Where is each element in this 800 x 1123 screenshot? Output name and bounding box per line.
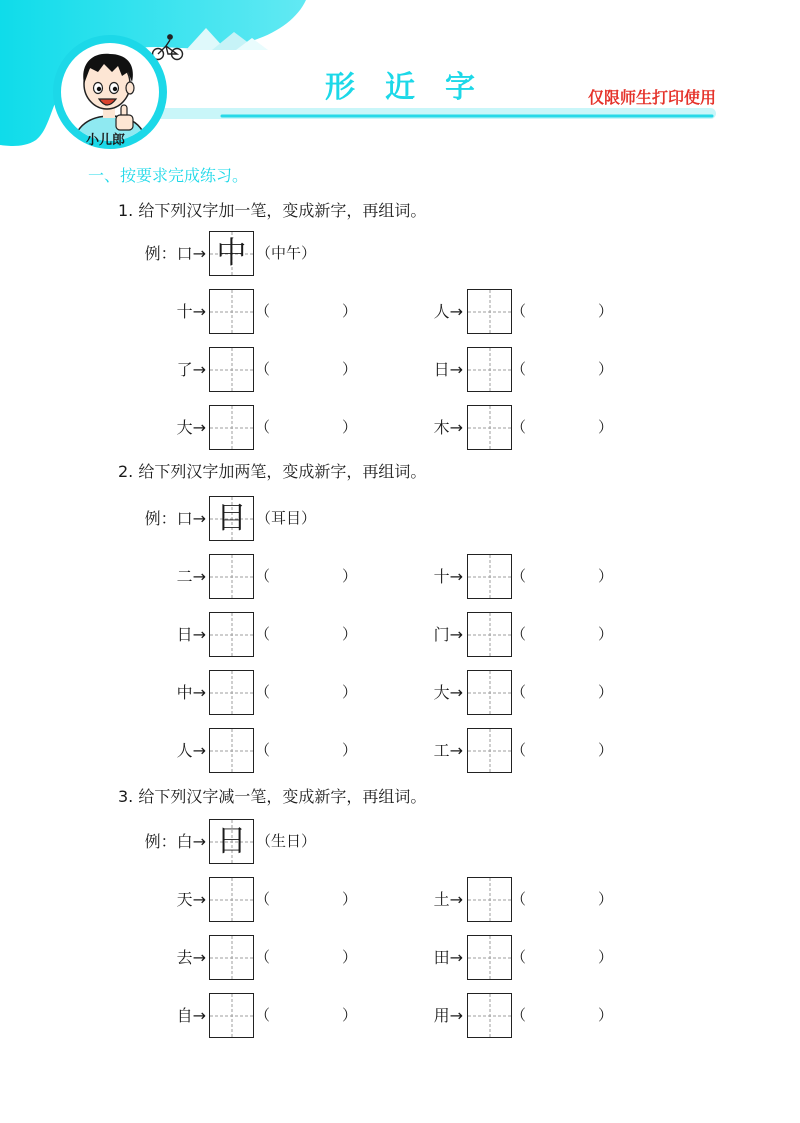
paren-open: （: [511, 741, 527, 759]
paren-close: ）: [342, 625, 358, 643]
paren-close: ）: [598, 625, 614, 643]
row-label-left: 了→: [176, 360, 206, 379]
paren-open: （: [255, 418, 271, 436]
title-underline-bar: [150, 108, 716, 119]
box-guide-horizontal: [468, 957, 511, 958]
row-label-right: 用→: [433, 1006, 463, 1025]
page-title: 形近字: [325, 70, 505, 105]
paren-open: （: [255, 625, 271, 643]
paren-close: ）: [342, 567, 358, 585]
paren-open: （: [255, 890, 271, 908]
paren-open: （: [511, 360, 527, 378]
example-answer: 日: [216, 823, 247, 859]
section-heading: 一、按要求完成练习。: [88, 166, 249, 185]
row-label-right: 大→: [433, 683, 463, 702]
mascot-label: 小儿郎: [86, 133, 126, 148]
row-label-right: 人→: [433, 302, 463, 321]
writing-box-left: [209, 554, 254, 599]
writing-box-left: [209, 993, 254, 1038]
box-guide-horizontal: [210, 311, 253, 312]
box-guide-horizontal: [210, 692, 253, 693]
box-guide-horizontal: [210, 427, 253, 428]
writing-box-left: [209, 670, 254, 715]
row-label-right: 土→: [433, 890, 463, 909]
paren-close: ）: [342, 1006, 358, 1024]
paren-open: （: [511, 890, 527, 908]
row-label-left: 大→: [176, 418, 206, 437]
paren-close: ）: [598, 890, 614, 908]
paren-open: （: [511, 302, 527, 320]
box-guide-horizontal: [468, 750, 511, 751]
box-guide-horizontal: [468, 634, 511, 635]
writing-box-right: [467, 612, 512, 657]
exercise-prompt: 2. 给下列汉字加两笔，变成新字，再组词。: [118, 462, 427, 481]
writing-box-left: [209, 347, 254, 392]
paren-open: （: [511, 683, 527, 701]
paren-open: （: [511, 567, 527, 585]
box-guide-horizontal: [210, 750, 253, 751]
paren-open: （: [255, 360, 271, 378]
paren-open: （: [511, 418, 527, 436]
row-label-left: 十→: [176, 302, 206, 321]
box-guide-horizontal: [468, 692, 511, 693]
row-label-right: 十→: [433, 567, 463, 586]
writing-box-left: [209, 612, 254, 657]
example-box: [209, 231, 254, 276]
paren-open: （: [511, 948, 527, 966]
row-label-left: 二→: [176, 567, 206, 586]
writing-box-right: [467, 347, 512, 392]
writing-box-left: [209, 405, 254, 450]
box-guide-horizontal: [210, 634, 253, 635]
writing-box-right: [467, 877, 512, 922]
example-answer: 目: [216, 500, 247, 536]
writing-box-left: [209, 289, 254, 334]
paren-open: （: [255, 567, 271, 585]
row-label-right: 工→: [433, 741, 463, 760]
row-label-left: 日→: [176, 625, 206, 644]
example-word: （生日）: [256, 832, 317, 850]
paren-open: （: [255, 302, 271, 320]
row-label-left: 人→: [176, 741, 206, 760]
row-label-left: 中→: [176, 683, 206, 702]
writing-box-right: [467, 670, 512, 715]
box-guide-horizontal: [468, 576, 511, 577]
paren-close: ）: [598, 741, 614, 759]
paren-close: ）: [598, 418, 614, 436]
box-guide-horizontal: [468, 427, 511, 428]
row-label-right: 木→: [433, 418, 463, 437]
paren-close: ）: [598, 948, 614, 966]
paren-open: （: [511, 625, 527, 643]
paren-open: （: [255, 1006, 271, 1024]
writing-box-right: [467, 935, 512, 980]
paren-close: ）: [342, 418, 358, 436]
box-guide-horizontal: [210, 1015, 253, 1016]
paren-open: （: [511, 1006, 527, 1024]
paren-close: ）: [342, 683, 358, 701]
paren-open: （: [255, 741, 271, 759]
box-guide-horizontal: [468, 369, 511, 370]
writing-box-left: [209, 935, 254, 980]
paren-close: ）: [342, 890, 358, 908]
writing-box-left: [209, 728, 254, 773]
row-label-right: 田→: [433, 948, 463, 967]
print-notice: 仅限师生打印使用: [588, 88, 717, 107]
box-guide-horizontal: [468, 311, 511, 312]
example-box: [209, 496, 254, 541]
example-label: 例：口→: [144, 244, 206, 263]
box-guide-horizontal: [210, 957, 253, 958]
box-guide-horizontal: [468, 899, 511, 900]
paren-close: ）: [342, 948, 358, 966]
paren-open: （: [255, 948, 271, 966]
writing-box-right: [467, 728, 512, 773]
example-word: （耳目）: [256, 509, 317, 527]
row-label-left: 自→: [176, 1006, 206, 1025]
exercise-prompt: 3. 给下列汉字减一笔，变成新字，再组词。: [118, 787, 427, 806]
row-label-left: 天→: [176, 890, 206, 909]
writing-box-left: [209, 877, 254, 922]
paren-close: ）: [598, 1006, 614, 1024]
example-word: （中午）: [256, 244, 317, 262]
writing-box-right: [467, 405, 512, 450]
exercise-prompt: 1. 给下列汉字加一笔，变成新字，再组词。: [118, 201, 427, 220]
paren-close: ）: [342, 302, 358, 320]
writing-box-right: [467, 554, 512, 599]
paren-close: ）: [598, 302, 614, 320]
example-answer: 中: [216, 235, 247, 271]
paren-close: ）: [342, 360, 358, 378]
row-label-right: 门→: [433, 625, 463, 644]
box-guide-horizontal: [210, 369, 253, 370]
paren-close: ）: [598, 683, 614, 701]
example-label: 例：口→: [144, 509, 206, 528]
box-guide-horizontal: [210, 576, 253, 577]
row-label-right: 日→: [433, 360, 463, 379]
example-label: 例：白→: [144, 832, 206, 851]
writing-box-right: [467, 289, 512, 334]
paren-open: （: [255, 683, 271, 701]
row-label-left: 去→: [176, 948, 206, 967]
paren-close: ）: [342, 741, 358, 759]
paren-close: ）: [598, 567, 614, 585]
writing-box-right: [467, 993, 512, 1038]
box-guide-horizontal: [210, 899, 253, 900]
box-guide-horizontal: [468, 1015, 511, 1016]
paren-close: ）: [598, 360, 614, 378]
example-box: [209, 819, 254, 864]
